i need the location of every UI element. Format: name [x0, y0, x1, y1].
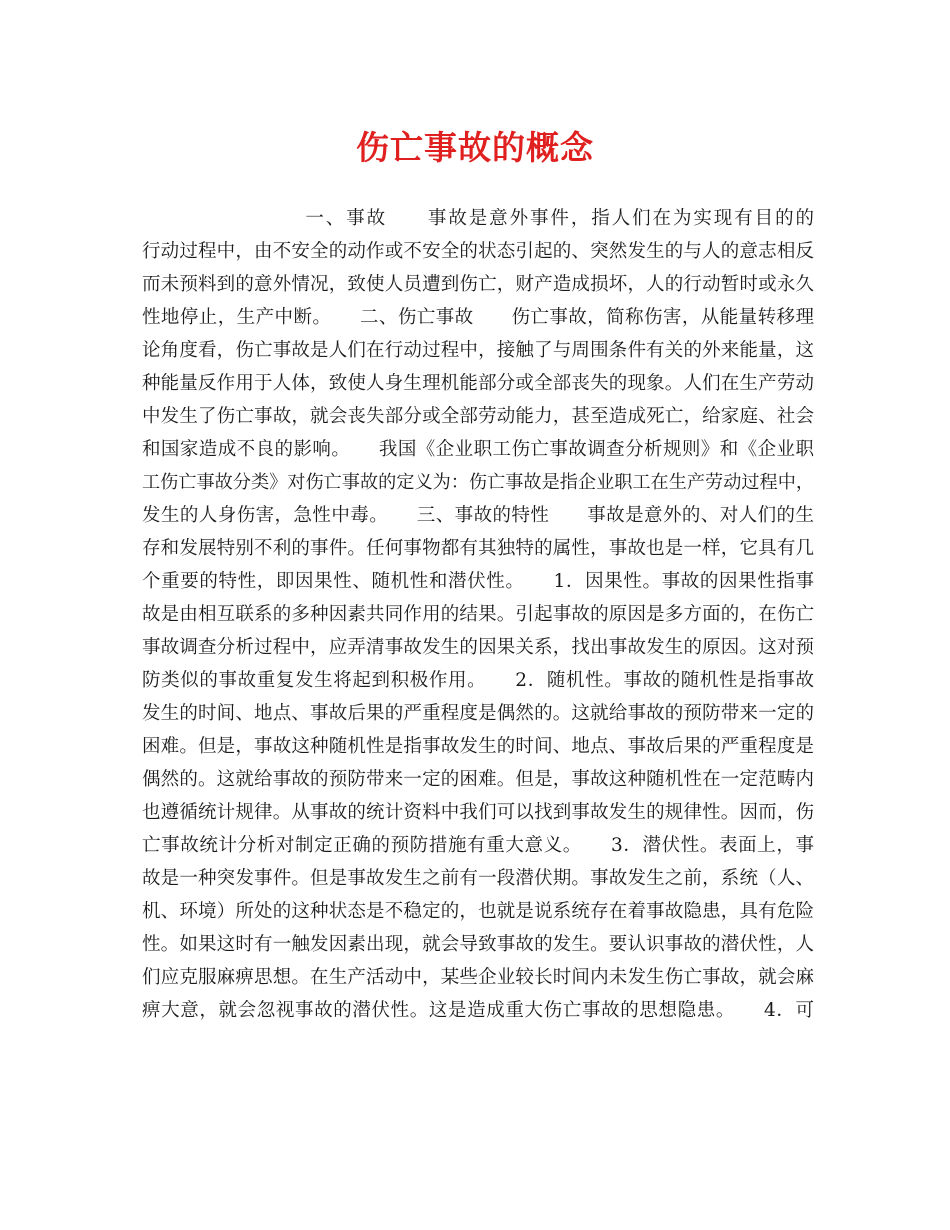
- body-text-line: 们应克服麻痹思想。在生产活动中，某些企业较长时间内未发生伤亡事故，就会麻: [142, 967, 814, 988]
- body-text-line: 故是一种突发事件。但是事故发生之前有一段潜伏期。事故发生之前，系统（人、: [142, 868, 814, 889]
- body-text-line: 性。如果这时有一触发因素出现，就会导致事故的发生。要认识事故的潜伏性，人: [142, 934, 814, 955]
- body-text-line: 也遵循统计规律。从事故的统计资料中我们可以找到事故发生的规律性。因而，伤: [142, 802, 814, 823]
- body-text-line: 一、事故 事故是意外事件，指人们在为实现有目的的: [142, 208, 814, 229]
- body-text-line: 性地停止，生产中断。 二、伤亡事故 伤亡事故，简称伤害，从能量转移理: [142, 307, 814, 328]
- body-text-line: 事故调查分析过程中，应弄清事故发生的因果关系，找出事故发生的原因。这对预: [142, 637, 814, 658]
- body-text-line: 发生的人身伤害，急性中毒。 三、事故的特性 事故是意外的、对人们的生: [142, 505, 814, 526]
- body-text-line: 种能量反作用于人体，致使人身生理机能部分或全部丧失的现象。人们在生产劳动: [142, 373, 814, 394]
- body-text-line: 中发生了伤亡事故，就会丧失部分或全部劳动能力，甚至造成死亡，给家庭、社会: [142, 406, 814, 427]
- body-text-line: 行动过程中，由不安全的动作或不安全的状态引起的、突然发生的与人的意志相反: [142, 241, 814, 262]
- body-text-line: 工伤亡事故分类》对伤亡事故的定义为：伤亡事故是指企业职工在生产劳动过程中，: [142, 472, 814, 493]
- body-text-line: 偶然的。这就给事故的预防带来一定的困难。但是，事故这种随机性在一定范畴内: [142, 769, 814, 790]
- document-body: [142, 202, 814, 1027]
- body-text-line: 而未预料到的意外情况，致使人员遭到伤亡，财产造成损坏，人的行动暂时或永久: [142, 274, 814, 295]
- body-text-line: 个重要的特性，即因果性、随机性和潜伏性。 1．因果性。事故的因果性指事: [142, 571, 814, 592]
- body-text-line: 论角度看，伤亡事故是人们在行动过程中，接触了与周围条件有关的外来能量，这: [142, 340, 814, 361]
- body-text-line: 和国家造成不良的影响。 我国《企业职工伤亡事故调查分析规则》和《企业职: [142, 439, 814, 460]
- body-text-line: 防类似的事故重复发生将起到积极作用。 2．随机性。事故的随机性是指事故: [142, 670, 814, 691]
- body-text-line: 亡事故统计分析对制定正确的预防措施有重大意义。 3．潜伏性。表面上，事: [142, 835, 814, 856]
- body-text-line: 故是由相互联系的多种因素共同作用的结果。引起事故的原因是多方面的，在伤亡: [142, 604, 814, 625]
- body-text-line: 困难。但是，事故这种随机性是指事故发生的时间、地点、事故后果的严重程度是: [142, 736, 814, 757]
- body-text-line: 发生的时间、地点、事故后果的严重程度是偶然的。这就给事故的预防带来一定的: [142, 703, 814, 724]
- body-text-line: 机、环境）所处的这种状态是不稳定的，也就是说系统存在着事故隐患，具有危险: [142, 901, 814, 922]
- body-text-line: 存和发展特别不利的事件。任何事物都有其独特的属性，事故也是一样，它具有几: [142, 538, 814, 559]
- document-title: 伤亡事故的概念: [356, 128, 594, 167]
- body-text-line: 痹大意，就会忽视事故的潜伏性。这是造成重大伤亡事故的思想隐患。 4．可: [142, 1000, 814, 1021]
